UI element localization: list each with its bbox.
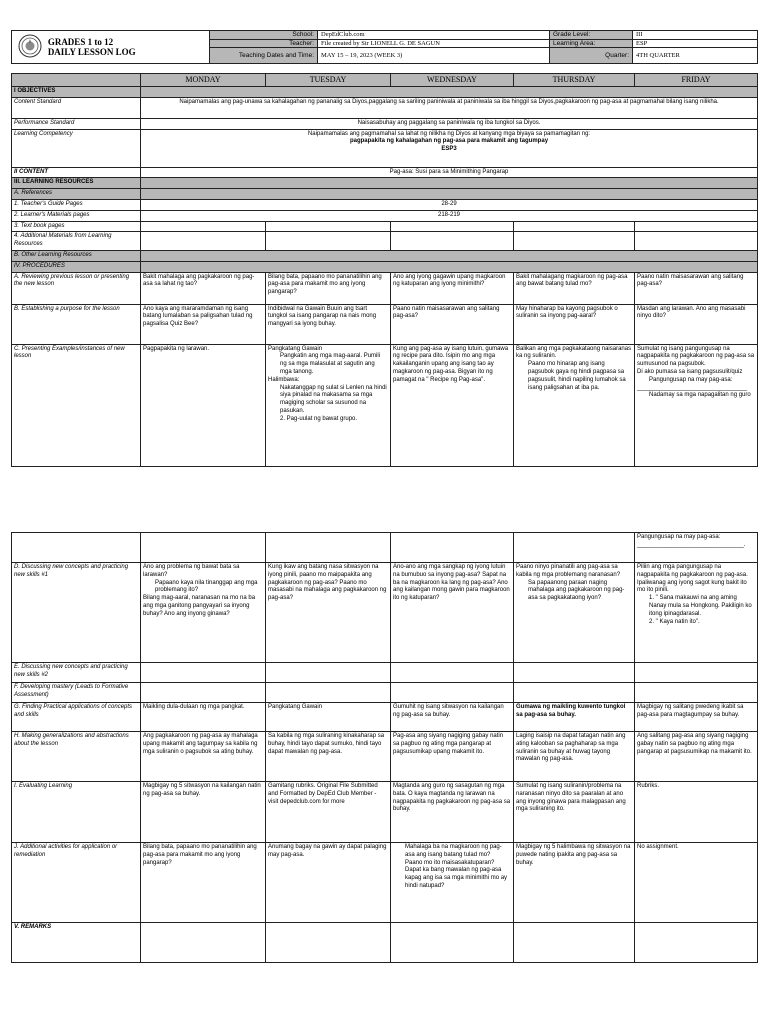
day-monday: MONDAY [141,74,266,87]
proc-d-thursday: Paano ninyo pinanatili ang pag-asa sa kabila ng mga problemang naranasan? Sa papaanong paraan naging mahalaga ang pagkakaroon ng pag-asa sa pagkakataong iyon? [514,563,635,663]
proc-b-tuesday: Indibidwal na Gawain Buuin ang tsart tungkol sa isang pangarap na nais mong mangyari sa iyong buhay. [266,304,391,344]
proc-b-wednesday: Paano natin maisasarawan ang salitang pag-asa? [391,304,514,344]
proc-i-tuesday: Gamitang rubriks. Original File Submitted and Formatted by DepEd Club Member - visit depedclub.com for more [266,782,391,843]
learning-area-label: Learning Area: [550,39,633,48]
dates-value: MAY 15 – 19, 2023 (WEEK 3) [318,48,550,64]
proc-h-label: H. Making generalizations and abstractions about the lesson [12,732,141,782]
teacher-value: File created by Sir LIONELL G. DE SAGUN [318,39,550,48]
proc-b-monday: Ano kaya ang mararamdaman ng isang batang lumalaban sa paligsahan tulad ng pagsalisa Quiz Bee? [141,304,266,344]
proc-d-monday: Ano ang problema ng bawat bata sa larawan? Papaano kaya nila tinanggap ang mga problemang ito? Bilang mag-aaral, naranasan na mo na ba ang mga ganitong pangyayari sa inyong buhay? Ano ang inyong ginawa? [141,563,266,663]
lesson-table-1 [11,73,758,467]
lesson-log-page-1 [11,30,757,467]
learning-area-value: ESP [633,39,758,48]
proc-a-label: A. Reviewing previous lesson or presenting the new lesson [12,272,141,304]
grade-level-value: III [633,31,758,40]
header-table [11,30,758,64]
procedures-label: IV. PROCEDURES [12,261,141,272]
performance-standard-text: Naisasabuhay ang paggalang sa paniniwala ng iba tungkol sa Diyos. [141,118,758,129]
proc-j-monday: Bilang bata, papaano mo pananatilihin ang pag-asa para makamit mo ang iyong pangarap? [141,843,266,923]
proc-i-label: I. Evaluating Learning [12,782,141,843]
quarter-label: Quarter: [550,48,633,64]
proc-a-friday: Paano natin maisasarawan ang salitang pag-asa? [635,272,758,304]
proc-j-label: J. Additional activities for application or remediation [12,843,141,923]
content-text: Pag-asa: Susi para sa Minimithing Pangarap [141,167,758,178]
quarter-value: 4TH QUARTER [633,48,758,64]
proc-d-wednesday: Ano-ano ang mga sangkap ng iyong lutuin na bumubuo sa inyong pag-asa? Sapat na ba na magkaroon ka lang ng pag-asa? Ano ang kailangan mong gawin para magkaroon ito ng katuparan? [391,563,514,663]
grade-level-label: Grade Level: [550,31,633,40]
teacher-label: Teacher: [210,39,318,48]
objectives-label: I OBJECTIVES [12,87,141,98]
proc-c-wednesday: Kung ang pag-asa ay isang lutuin, gumawa ng recipe para dito. Isipin mo ang mga kakailanganin upang ang isang tao ay magkaroon ng pag-asa. Bigyan ito ng pamagat na " Recipe ng Pag-asa". [391,344,514,466]
proc-f-label: F. Developing mastery (Leads to Formative Assessment) [12,683,141,703]
day-wednesday: WEDNESDAY [391,74,514,87]
other-resources-label: B. Other Learning Resources [12,250,141,261]
proc-i-wednesday: Magtanda ang guro ng sasagutan ng mga bata. O kaya magtanda ng larawan na nagpapakita ng pagkakaroon ng pag-asa sa buhay. [391,782,514,843]
lm-pages-label: 2. Learner's Materials pages [12,210,141,221]
grade-title: GRADES 1 to 12 DAILY LESSON LOG [47,37,136,57]
proc-a-wednesday: Ano ang iyong gagawin upang magkaroon ng katuparan ang iyong minimithi? [391,272,514,304]
lm-pages-value: 218-219 [141,210,758,221]
day-friday: FRIDAY [635,74,758,87]
day-header-row [12,74,758,87]
remarks-label: V. REMARKS [12,923,141,963]
competency-text: Naipamamalas ang pagmamahal sa lahat ng nilikha ng Diyos at kanyang mga biyaya sa pamamagitan ng: pagpapakita ng kahalagahan ng pag-asa para makamit ang tagumpay ESP3 [141,129,758,167]
proc-j-tuesday: Anumang bagay na gawin ay dapat palaging may pag-asa. [266,843,391,923]
proc-d-tuesday: Kung ikaw ang batang nasa sitwasyon na iyong pinili, paano mo maipapakita ang pagkakaroon ng pag-asa? Paano mo masasabi na mahalaga ang pagkakaroon ng pag-asa? [266,563,391,663]
day-tuesday: TUESDAY [266,74,391,87]
proc-h-wednesday: Pag-asa ang siyang nagiging gabay natin sa pagbuo ng ating mga pangarap at pagsusumikap upang makamit ito. [391,732,514,782]
proc-b-thursday: May hinaharap ba kayong pagsubok o suliranin sa inyong pag-aaral? [514,304,635,344]
proc-g-wednesday: Gumuhit ng isang sitwasyon na kailangan ng pag-asa sa buhay. [391,703,514,732]
proc-j-wednesday: Mahalaga ba na magkaroon ng pag-asa ang isang batang tulad mo? Paano mo ito maisasakatuparan? Dapat ka bang mawalan ng pag-asa kapag ang isa sa mga minimithi mo ay hindi natupad? [391,843,514,923]
proc-i-friday: Rubriks. [635,782,758,843]
proc-e-label: E. Discussing new concepts and practicing new skills #2 [12,663,141,683]
school-label: School: [210,31,318,40]
proc-g-monday: Maikling dula-dulaan ng mga pangkat. [141,703,266,732]
proc-d-friday: Piliin ang mga pangungusap na nagpapakita ng pagkakaroon ng pag-asa. Ipaliwanag ang iyong sagot kung bakit ito mo ito pinili. 1. " Sana makauwi na ang aming Nanay mula sa Hongkong. Pakiligin ko itong ipinagdarasal. 2. " Kaya natin ito". [635,563,758,663]
proc-g-thursday: Gumawa ng maikling kuwento tungkol sa pag-asa sa buhay. [514,703,635,732]
proc-c-monday: Pagpapakita ng larawan. [141,344,266,466]
additional-materials-label: 4. Additional Materials from Learning Resources [12,232,141,251]
proc-b-friday: Masdan ang larawan. Ano ang masasabi ninyo dito? [635,304,758,344]
proc-c-label: C. Presenting Examples/instances of new lesson [12,344,141,466]
lesson-table-2 [11,532,758,963]
proc-d-label: D. Discussing new concepts and practicing new skills #1 [12,563,141,663]
proc-j-friday: No assignment. [635,843,758,923]
deped-seal-icon [18,34,42,61]
proc-i-monday: Magbigay ng 5 sitwasyon na kailangan natin ng pag-asa sa buhay. [141,782,266,843]
lesson-log-page-2 [11,532,757,963]
proc-b-label: B. Establishing a purpose for the lesson [12,304,141,344]
content-label: II CONTENT [12,167,141,178]
day-thursday: THURSDAY [514,74,635,87]
proc-j-thursday: Magbigay ng 5 halimbawa ng sitwasyon na puwede nating ipakita ang pag-asa sa buhay. [514,843,635,923]
competency-label: Learning Competency [12,129,141,167]
header-brand [12,31,210,64]
school-value: DepEdClub.com [318,31,550,40]
dates-label: Teaching Dates and Time: [210,48,318,64]
tg-pages-value: 28-29 [141,199,758,210]
proc-a-tuesday: Bilang bata, papaano mo pananatilihin ang pag-asa para makamit mo ang iyong pangarap? [266,272,391,304]
proc-g-tuesday: Pangkatang Gawain [266,703,391,732]
proc-c-tuesday: Pangkatang Gawain Pangkatin ang mga mag-aaral. Pumili ng sa mga malasulat at sagutin ang mga tanong. Halimbawa: Nakatanggap ng sulat si Lenlen na hindi siya pinalad na makasama sa mga magiging scholar sa susunod na pasukan. 2. Pag-uulat ng bawat grupo. [266,344,391,466]
proc-h-thursday: Laging isaisip na dapat tatagan natin ang ating kalooban sa paghaharap sa mga suliranin sa buhay at huwag tayong mawalan ng pag-asa. [514,732,635,782]
proc-h-friday: Ang salitang pag-asa ang siyang nagiging gabay natin sa pagbuo ng ating mga pangarap at pagsusumikap na makamit ito. [635,732,758,782]
proc-c-thursday: Balikan ang mga pagkakataong naisaranas ka ng suliranin. Paano mo hinarap ang isang pagsubok gaya ng hindi pagpasa sa pagsusulit, hindi napiling lumahok sa isang paligsahan at iba pa. [514,344,635,466]
references-label: A. References [12,189,141,200]
proc-c-friday-cont: Pangungusap na may pag-asa: ________________________________. [635,533,758,563]
proc-i-thursday: Sumulat ng isang suliranin/problema na naranasan ninyo dito sa paaralan at ano ang inyong ginawa para malagpasan ang mga suliraning ito. [514,782,635,843]
proc-g-label: G. Finding Practical applications of concepts and skills [12,703,141,732]
proc-c-friday: Sumulat ng isang pangungusap na nagpapakita ng pagkakaroon ng pag-asa sa sumusunod na pagsubok. Di ako pumasa sa isang pagsusulit/quiz Pangungusap na may pag-asa: _________________________________ Nadamay sa mga napagalitan ng guro [635,344,758,466]
performance-standard-label: Performance Standard [12,118,141,129]
tg-pages-label: 1. Teacher's Guide Pages [12,199,141,210]
content-standard-label: Content Standard [12,97,141,118]
textbook-pages-label: 3. Text book pages [12,221,141,232]
proc-a-monday: Bakit mahalaga ang pagkakaroon ng pag-asa sa lahat ng tao? [141,272,266,304]
proc-h-monday: Ang pagkakaroon ng pag-asa ay mahalaga upang makamit ang tagumpay sa kabila ng mga suliranin o pagsubok sa ating buhay. [141,732,266,782]
resources-label: III. LEARNING RESOURCES [12,178,141,189]
proc-g-friday: Magbigay ng salitang pwedeng ikabit sa pag-asa para magtagumpay sa buhay. [635,703,758,732]
proc-a-thursday: Bakit mahalagang magkaroon ng pag-asa ang bawat batang tulad mo? [514,272,635,304]
proc-h-tuesday: Sa kabila ng mga suliraning kinakaharap sa buhay, hindi tayo dapat sumuko, hindi tayo dapat mawalan ng pag-asa. [266,732,391,782]
content-standard-text: Naipamamalas ang pag-unawa sa kahalagahan ng pananalig sa Diyos,paggalang sa sariling paniniwala at paniniwala sa iba hinggil sa Diyos,pagkakaroon ng pag-asa at pagmamahal bilang isang nilikha. [141,97,758,118]
